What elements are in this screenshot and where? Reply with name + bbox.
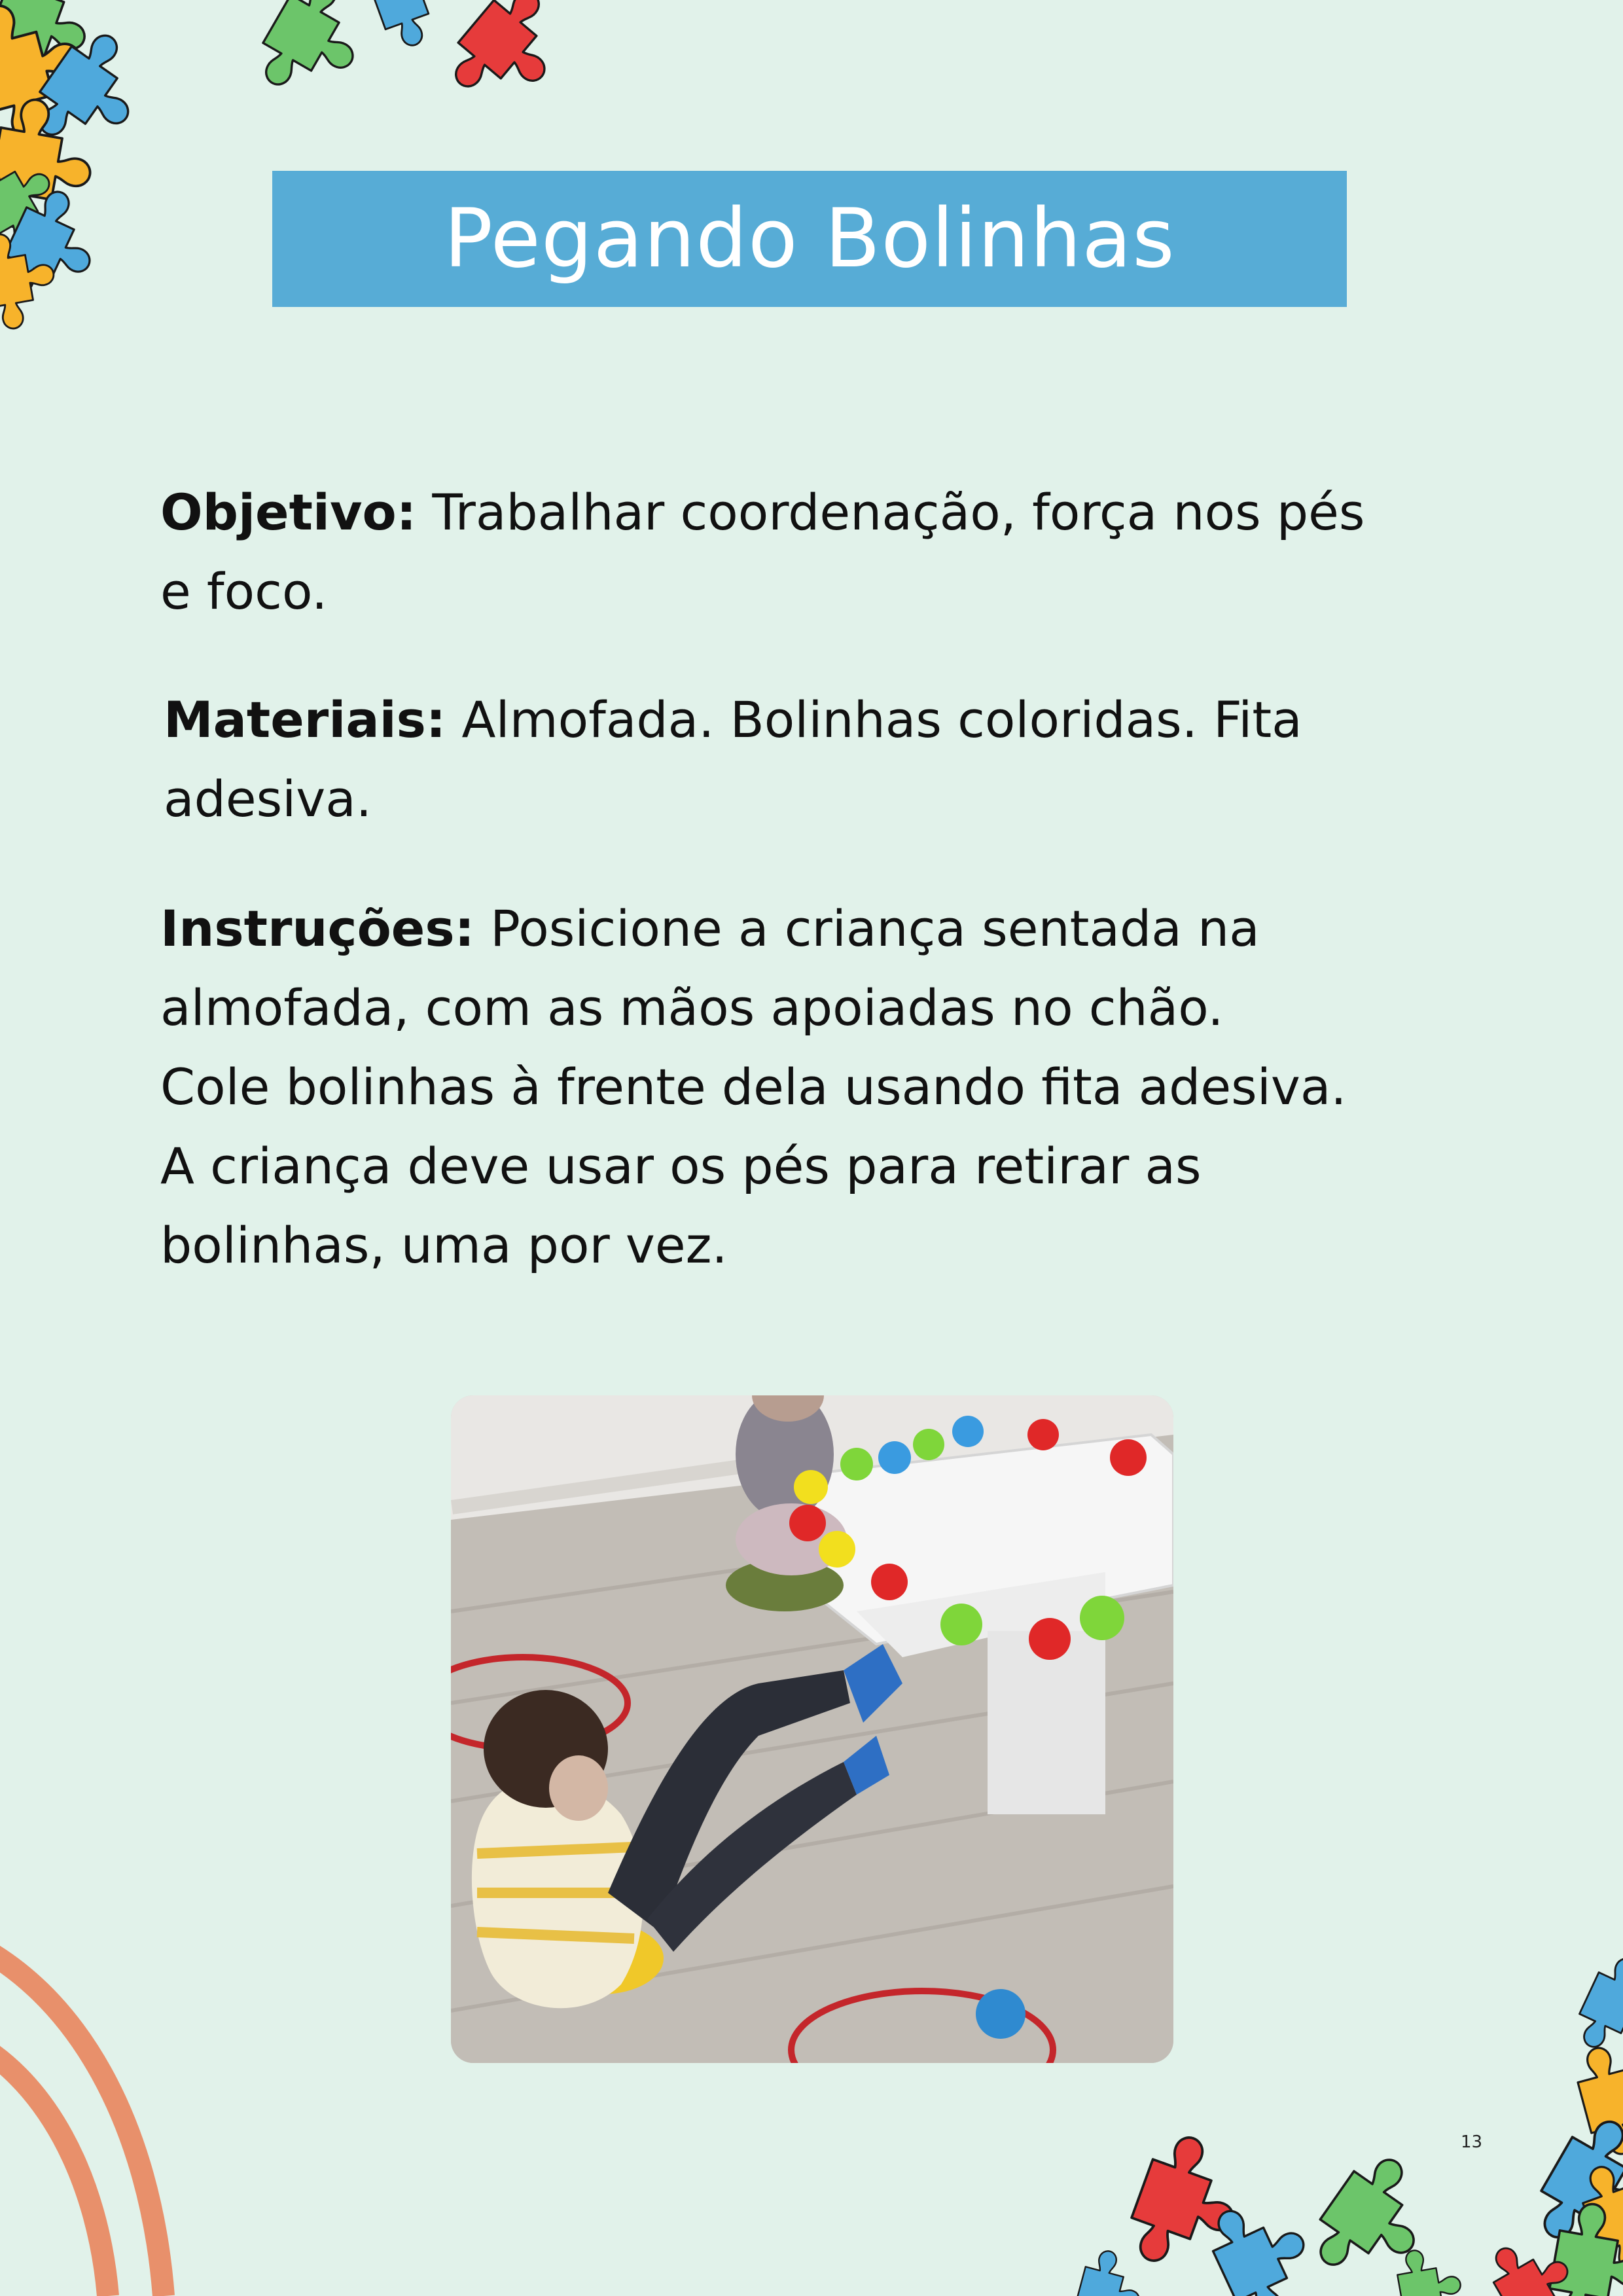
- instructions-line-1: [160, 889, 1347, 968]
- materials-paragraph: [164, 680, 1302, 838]
- instructions-text-2: almofada, com as mãos apoiadas no chão.: [160, 978, 1224, 1037]
- instructions-text-3: Cole bolinhas à frente dela usando fita adesiva.: [160, 1058, 1347, 1116]
- page-title: Pegando Bolinhas: [444, 192, 1175, 286]
- title-banner: [272, 171, 1347, 307]
- materials-text-2: adesiva.: [164, 770, 372, 828]
- activity-photo-illustration: [451, 1395, 1173, 2063]
- objective-text-1: Trabalhar coordenação, força nos pés: [432, 483, 1365, 541]
- materials-label: Materiais:: [164, 691, 446, 749]
- objective-paragraph: [160, 473, 1364, 631]
- objective-line-1: [160, 473, 1364, 552]
- instructions-paragraph: [160, 889, 1347, 1285]
- objective-label: Objetivo:: [160, 483, 417, 541]
- instructions-text-1: Posicione a criança sentada na: [490, 899, 1260, 958]
- activity-photo: [451, 1395, 1173, 2063]
- objective-text-2: e foco.: [160, 562, 328, 620]
- instructions-label: Instruções:: [160, 899, 474, 958]
- materials-text-1: Almofada. Bolinhas coloridas. Fita: [461, 691, 1302, 749]
- instructions-text-5: bolinhas, uma por vez.: [160, 1216, 728, 1274]
- rainbow-arcs: [0, 1937, 164, 2296]
- materials-line-1: [164, 680, 1302, 759]
- instructions-text-4: A criança deve usar os pés para retirar as: [160, 1137, 1202, 1195]
- page-number: 13: [1461, 2132, 1483, 2152]
